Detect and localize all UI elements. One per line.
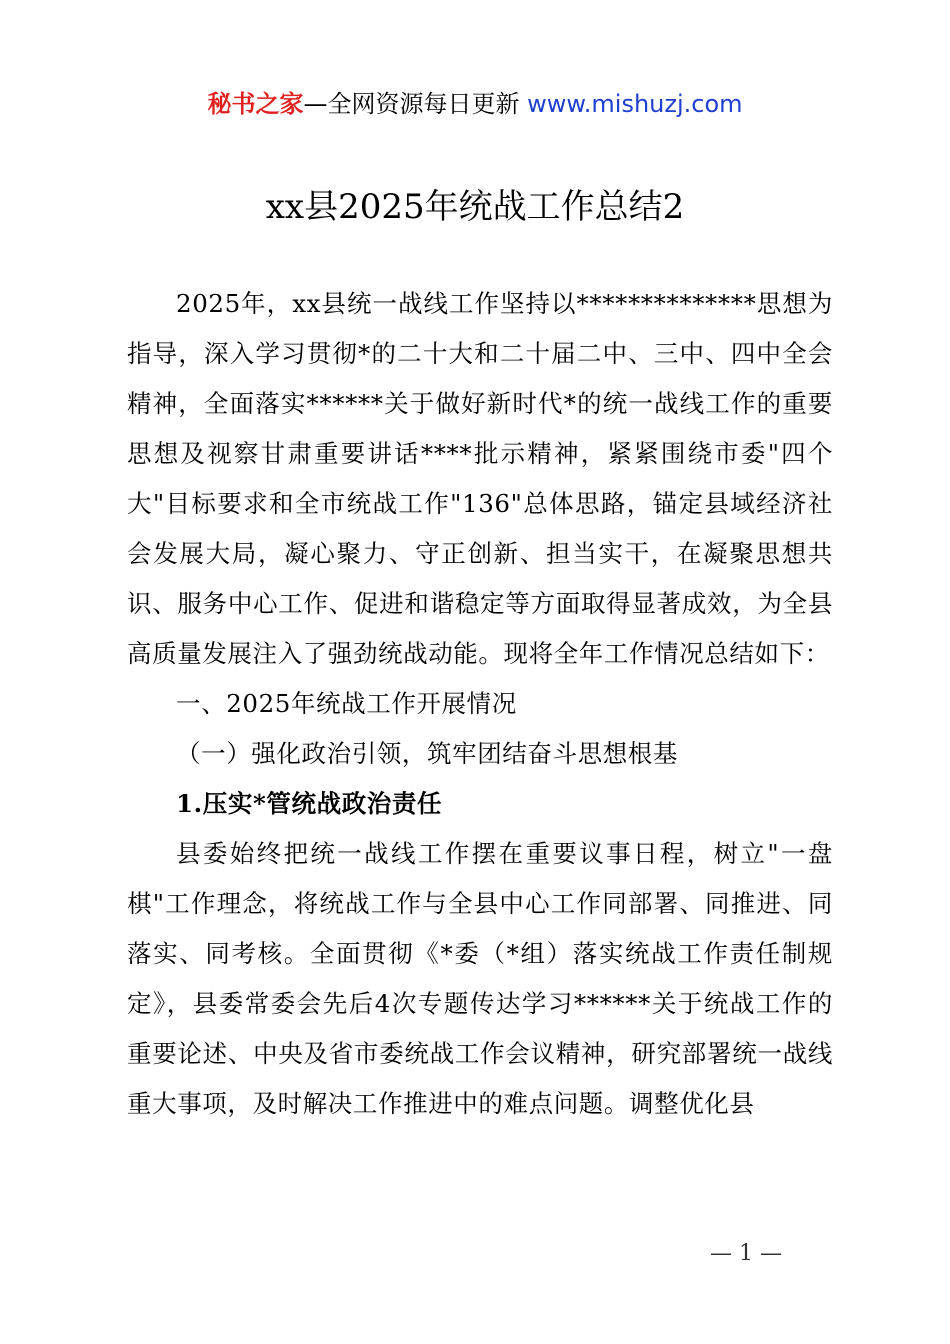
document-title: xx县2025年统战工作总结2 (265, 187, 685, 227)
section-heading: 一、2025年统战工作开展情况 (176, 689, 517, 718)
body-paragraph: 县委始终把统一战线工作摆在重要议事日程，树立"一盘棋"工作理念，将统战工作与全县中心工作同部署、同推进、同落实、同考核。全面贯彻《*委（*组）落实统战工作责任制规定》，县委常委会先后4次专题传达学习******关于统战工作的重要论述、中央及省市委统战工作会议精神，研究部署统一战线重大事项，及时解决工作推进中的难点问题。调整优化县 (127, 839, 833, 1118)
page-number: — 1 — (710, 1241, 782, 1266)
banner-url-link[interactable]: www.mishuzj.com (527, 90, 743, 118)
site-banner (0, 84, 950, 124)
subsection-heading: （一）强化政治引领，筑牢团结奋斗思想根基 (176, 739, 678, 768)
intro-paragraph: 2025年，xx县统一战线工作坚持以**************思想为指导，深入学习贯彻*的二十大和二十届二中、三中、四中全会精神，全面落实******关于做好新时代*的统一战线工作的重要思想及视察甘肃重要讲话****批示精神，紧紧围绕市委"四个大"目标要求和全市统战工作"136"总体思路，锚定县域经济社会发展大局，凝心聚力、守正创新、担当实干，在凝聚思想共识、服务中心工作、促进和谐稳定等方面取得显著成效，为全县高质量发展注入了强劲统战动能。现将全年工作情况总结如下： (127, 289, 833, 668)
banner-tagline: —全网资源每日更新 (303, 90, 520, 118)
document-body (127, 279, 833, 1129)
banner-brand: 秘书之家 (207, 90, 304, 118)
item-heading: 1.压实*管统战政治责任 (176, 789, 443, 818)
